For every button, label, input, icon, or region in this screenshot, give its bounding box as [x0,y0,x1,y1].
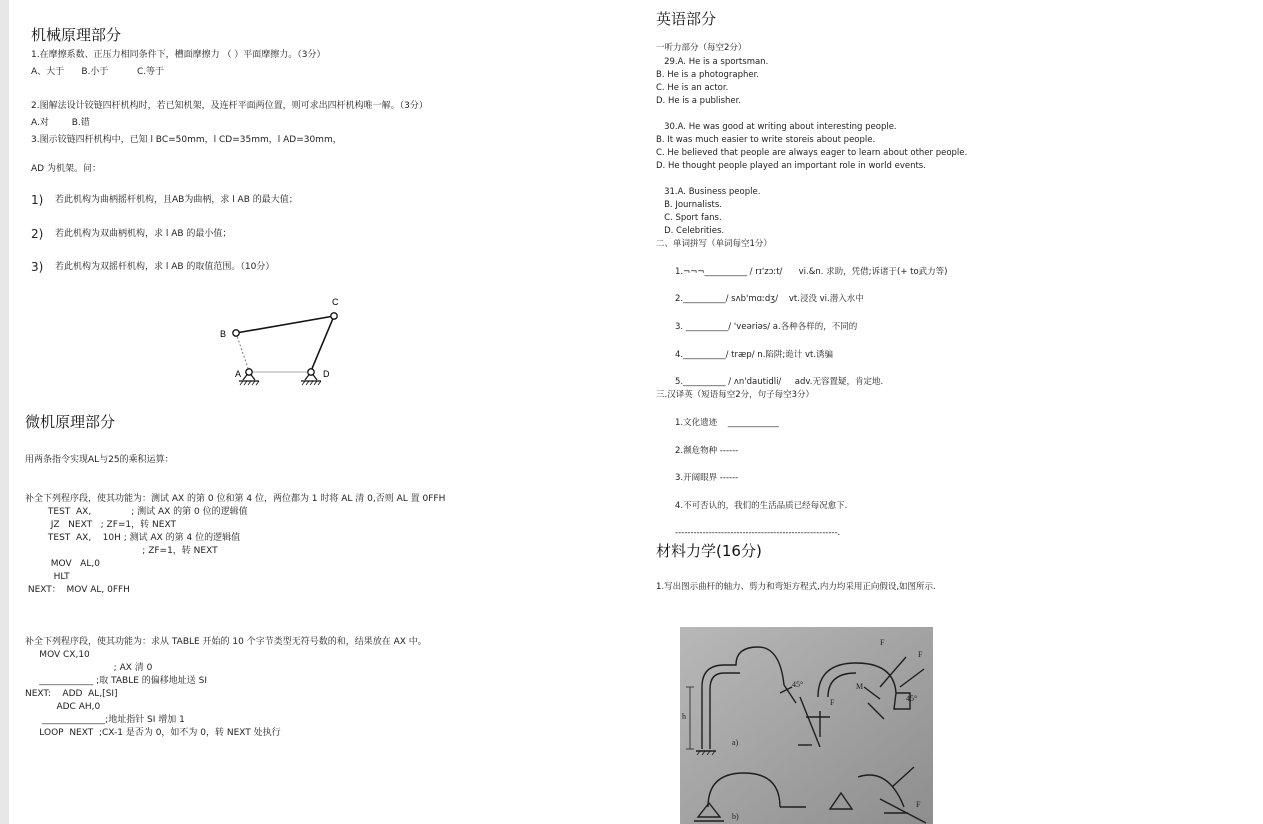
program-1-line: ; ZF=1，转 NEXT [25,546,218,556]
link-cd [311,316,334,371]
svg-text:M: M [856,682,864,691]
option-line: D. He is a publisher. [656,96,742,106]
option-line: B. Journalists. [656,200,722,210]
label-c: C [332,297,339,307]
svg-text:45°: 45° [906,694,918,703]
option-line: C. He is an actor. [656,83,729,93]
svg-text:F: F [918,650,923,659]
program-1-line: JZ NEXT ; ZF=1，转 NEXT [25,520,176,530]
translation-item: 1.文化遗迹 ____________ [675,418,779,428]
option-line: D. Celebrities. [656,226,725,236]
mech-question-1-options: A、大于 B.小于 C.等于 [31,67,165,77]
program-1-line: NEXT： MOV AL, 0FFH [25,585,130,595]
mech-question-2-options: A.对 B.错 [31,118,90,128]
english-section-title: 英语部分 [656,10,717,28]
materials-question-1: 1.写出图示曲杆的轴力、剪力和弯矩方程式,内力均采用正向假设,如图所示. [656,582,936,592]
program-2-line: MOV CX,10 [25,650,90,660]
program-1-line: MOV AL,0 [25,559,100,569]
sub-question-1: 若此机构为曲柄摇杆机构，且AB为曲柄，求 l AB 的最大值； [55,195,298,205]
spelling-heading: 二、单词拼写（单词每空1分） [656,239,772,249]
option-line: C. He believed that people are always eager to learn about other people. [656,148,968,158]
label-b: B [220,329,227,339]
option-line: D. He thought people played an important role in world events. [656,161,926,171]
translation-item: 4.不可否认的，我们的生活品质已经每况愈下. [675,501,848,511]
svg-text:F: F [880,638,885,647]
option-line: 31.A. Business people. [656,187,761,197]
label-a: A [235,369,242,379]
sub-question-2-number: 2) [31,227,44,241]
translation-item: 3.开阔眼界 ------ [675,473,739,483]
ground-support-d [301,369,321,385]
mech-question-3-frame: AD 为机架。问： [31,164,101,174]
ground-support-a [239,369,259,385]
sub-question-1-number: 1) [31,193,44,207]
label-d: D [323,369,330,379]
program-2-line: NEXT: ADD AL,[SI] [25,689,118,699]
program-2-line: ; AX 清 0 [25,663,153,673]
svg-text:45°: 45° [792,680,804,689]
spelling-item: 1.¬¬¬__________ / rɪ'zɔːt/ vi.&n. 求助，凭借;诉诸于(+ to武力等) [675,267,948,277]
curved-beam-sketches [680,627,933,824]
option-line: 30.A. He was good at writing about interesting people. [656,122,897,132]
link-bc [236,316,334,333]
program-1-line: HLT [25,572,70,582]
materials-section-title: 材料力学(16分) [656,542,762,560]
answer-line-dashes: -----------------------------------------------------. [675,528,841,538]
program-2-line: LOOP NEXT ;CX-1 是否为 0，如不为 0，转 NEXT 处执行 [25,728,281,738]
program-2-line: ADC AH,0 [25,702,101,712]
svg-text:F: F [916,800,921,809]
joint-b [233,330,239,336]
micro-intro: 用两条指令实现AL与25的乘积运算： [25,455,174,465]
mech-section-title: 机械原理部分 [31,26,122,44]
micro-section-title: 微机原理部分 [25,413,116,431]
spelling-item: 3. __________/ 'veəriəs/ a.各种各样的，不同的 [675,322,858,332]
listening-heading: 一听力部分（每空2分） [656,43,747,53]
translation-item: 2.濒危物种 ------ [675,446,739,456]
option-line: B. He is a photographer. [656,70,760,80]
option-line: B. It was much easier to write storeis about people. [656,135,876,145]
curved-beam-photo [680,627,933,824]
translation-heading: 三.汉译英（短语每空2分，句子每空3分） [656,390,815,400]
svg-text:h: h [682,712,686,721]
four-bar-linkage-diagram [210,292,350,392]
sub-question-2: 若此机构为双曲柄机构，求 l AB 的最小值； [55,229,232,239]
program-2-line: 补全下列程序段，使其功能为：求从 TABLE 开始的 10 个字节类型无符号数的和，结果放在 AX 中。 [25,637,427,647]
mech-question-2: 2.图解法设计铰链四杆机构时，若已知机架，及连杆平面两位置，则可求出四杆机构唯一解。（3分） [31,101,428,111]
program-2-line: ______________;地址指针 SI 增加 1 [25,715,185,725]
program-1-line: 补全下列程序段，使其功能为：测试 AX 的第 0 位和第 4 位，两位都为 1 时将 AL 清 0,否则 AL 置 0FFH [25,494,446,504]
spelling-item: 5.__________ / ʌn'dautidli/ adv.无容置疑，肯定地. [675,377,884,387]
svg-text:b): b) [732,812,739,821]
program-1-line: TEST AX, ; 测试 AX 的第 0 位的逻辑值 [25,507,248,517]
sub-question-3: 若此机构为双摇杆机构，求 l AB 的取值范围。（10分） [55,262,275,272]
mech-question-1: 1.在摩擦系数、正压力相同条件下，槽面摩擦力 （ ）平面摩擦力。（3分） [31,50,326,60]
svg-text:a): a) [732,738,739,747]
spelling-item: 4.__________/ træp/ n.陷阱;诡计 vt.诱骗 [675,350,834,360]
svg-text:F: F [830,698,835,707]
mech-question-3: 3.图示铰链四杆机构中，已知 l BC=50mm，l CD=35mm，l AD=30mm， [31,135,342,145]
left-margin-bar [0,0,9,824]
program-2-line: ____________ ;取 TABLE 的偏移地址送 SI [25,676,207,686]
sub-question-3-number: 3) [31,260,44,274]
option-line: C. Sport fans. [656,213,722,223]
link-ab [236,333,249,371]
option-line: 29.A. He is a sportsman. [656,57,769,67]
joint-c [331,313,337,319]
spelling-item: 2.__________/ sʌb'mɑːdʒ/ vt.浸没 vi.潜入水中 [675,294,864,304]
program-1-line: TEST AX, 10H ; 测试 AX 的第 4 位的逻辑值 [25,533,241,543]
